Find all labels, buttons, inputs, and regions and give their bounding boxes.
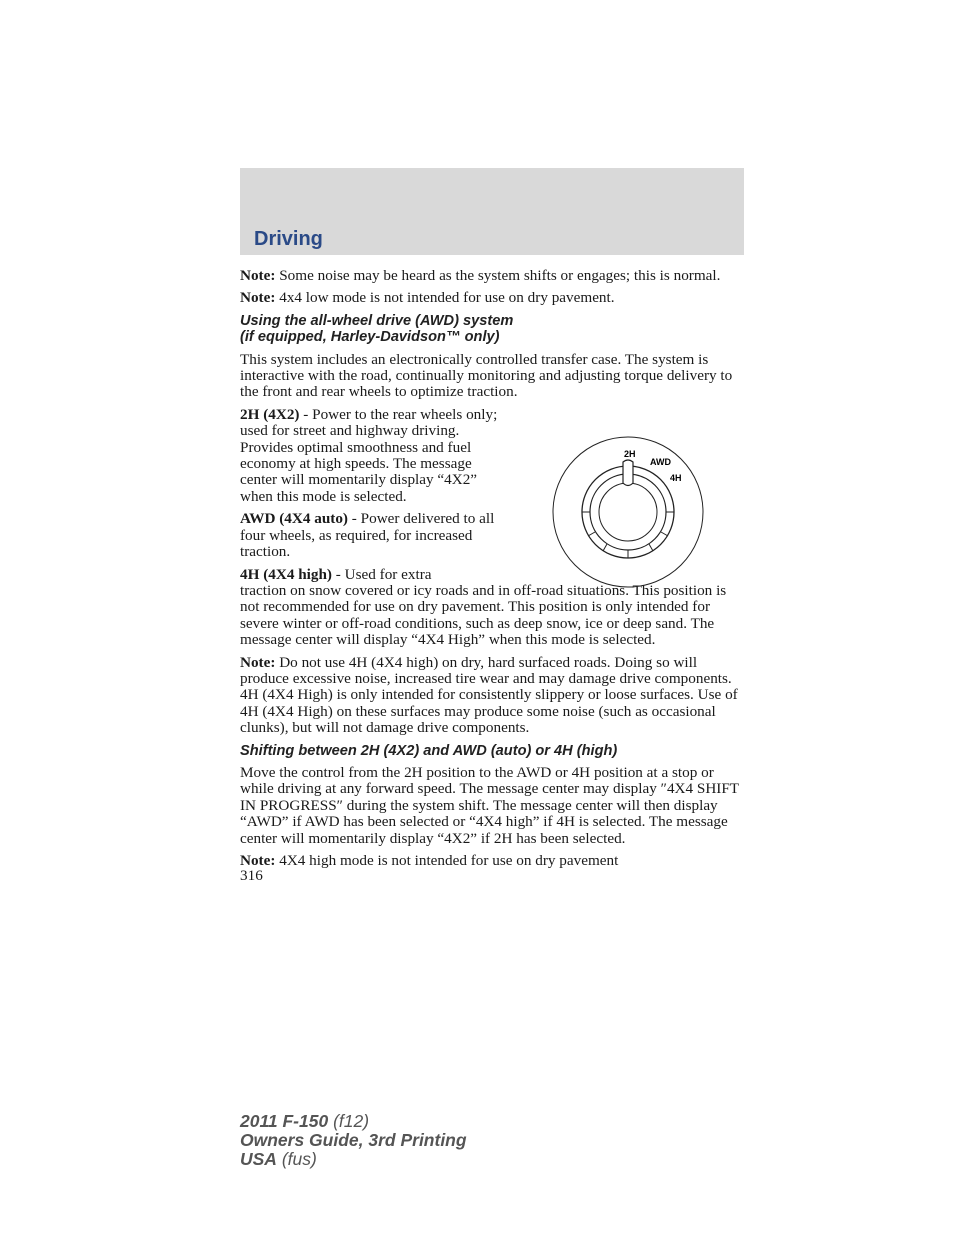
note-text: 4X4 high mode is not intended for use on dry pavement — [275, 852, 619, 869]
footer-edition: Owners Guide, 3rd Printing — [240, 1130, 467, 1150]
note-label: Note: — [240, 289, 276, 307]
note-text: Do not use 4H (4X4 high) on dry, hard surfaced roads. Doing so will produce excessive noise, increased tire wear and may damage drive components. 4H (4X4 High) is only intended for consistently slippery or loose surfaces. Use of 4H (4X4 High) on these surfaces may produce some noise (such as occasional clunks), but will not damage drive components. — [240, 653, 738, 737]
mode-text: - Power to the rear wheels only; used for street and highway driving. Provides optimal smoothness and fuel economy at high speeds. The message center will momentarily display “4X2” when this mode is selected. — [240, 405, 498, 505]
awd-intro: This system includes an electronically controlled transfer case. The system is interactive with the road, continually monitoring and adjusting torque delivery to the front and rear wheels to optimize traction. — [240, 350, 733, 401]
note-paragraph — [240, 268, 746, 284]
footer-market: USA — [240, 1149, 277, 1169]
footer-model: 2011 F-150 — [240, 1111, 329, 1131]
section-title: Driving — [254, 228, 323, 250]
awd-selector-dial-figure — [551, 436, 705, 590]
label-awd: AWD — [650, 457, 671, 467]
mode-text: - Power delivered to all four wheels, as required, for increased traction. — [240, 510, 495, 561]
label-4h: 4H — [670, 473, 682, 483]
awd-heading-line: (if equipped, Harley-Davidson™ only) — [240, 329, 500, 346]
footer-code: (f12) — [328, 1111, 370, 1131]
shifting-body: Move the control from the 2H position to the AWD or 4H position at a stop or while driving at any forward speed. The message center may display ″4X4 SHIFT IN PROGRESS″ during the system shift. The message center will then display “AWD” if AWD has been selected or “4X4 high” if 4H is selected. The message center will momentarily display “4X2” if 2H has been selected. — [240, 763, 739, 847]
mode-label: 2H (4X2) — [240, 405, 300, 423]
mode-label: 4H (4X4 high) — [240, 565, 332, 583]
mode-text: - Used for extra — [331, 565, 432, 583]
note-label: Note: — [240, 267, 276, 284]
mode-label: AWD (4X4 auto) — [240, 510, 348, 528]
dial-pointer — [623, 460, 633, 486]
footer-market-code: (fus) — [276, 1149, 317, 1169]
note-paragraph — [240, 853, 746, 869]
note-text: Some noise may be heard as the system shifts or engages; this is normal. — [275, 267, 721, 284]
label-2h: 2H — [624, 449, 636, 459]
mode-text: traction on snow covered or icy roads and in off-road situations. This position is not recommended for use on dry pavement. This position is only intended for severe winter or off-road conditions, such as deep snow, ice or deep sand. The message center will display “4X4 High” when this mode is selected. — [240, 581, 727, 649]
footer-line — [240, 1150, 467, 1169]
note-label: Note: — [240, 852, 276, 869]
note-paragraph — [240, 655, 746, 737]
note-text: 4x4 low mode is not intended for use on dry pavement. — [275, 289, 615, 307]
awd-heading — [240, 313, 746, 346]
note-paragraph — [240, 290, 746, 306]
footer-line — [240, 1112, 467, 1131]
awd-heading-line: Using the all-wheel drive (AWD) system — [240, 312, 514, 329]
dial-knob-face — [599, 483, 657, 541]
footer-line — [240, 1131, 467, 1150]
dial-tick-marks — [582, 512, 674, 558]
note-label: Note: — [240, 653, 276, 671]
section-header-bar — [240, 168, 744, 255]
page-number: 316 — [240, 867, 263, 885]
mode-2h — [240, 407, 498, 505]
document-footer — [240, 1112, 467, 1169]
shifting-heading: Shifting between 2H (4X2) and AWD (auto) or 4H (high) — [240, 742, 618, 759]
mode-awd — [240, 511, 498, 560]
